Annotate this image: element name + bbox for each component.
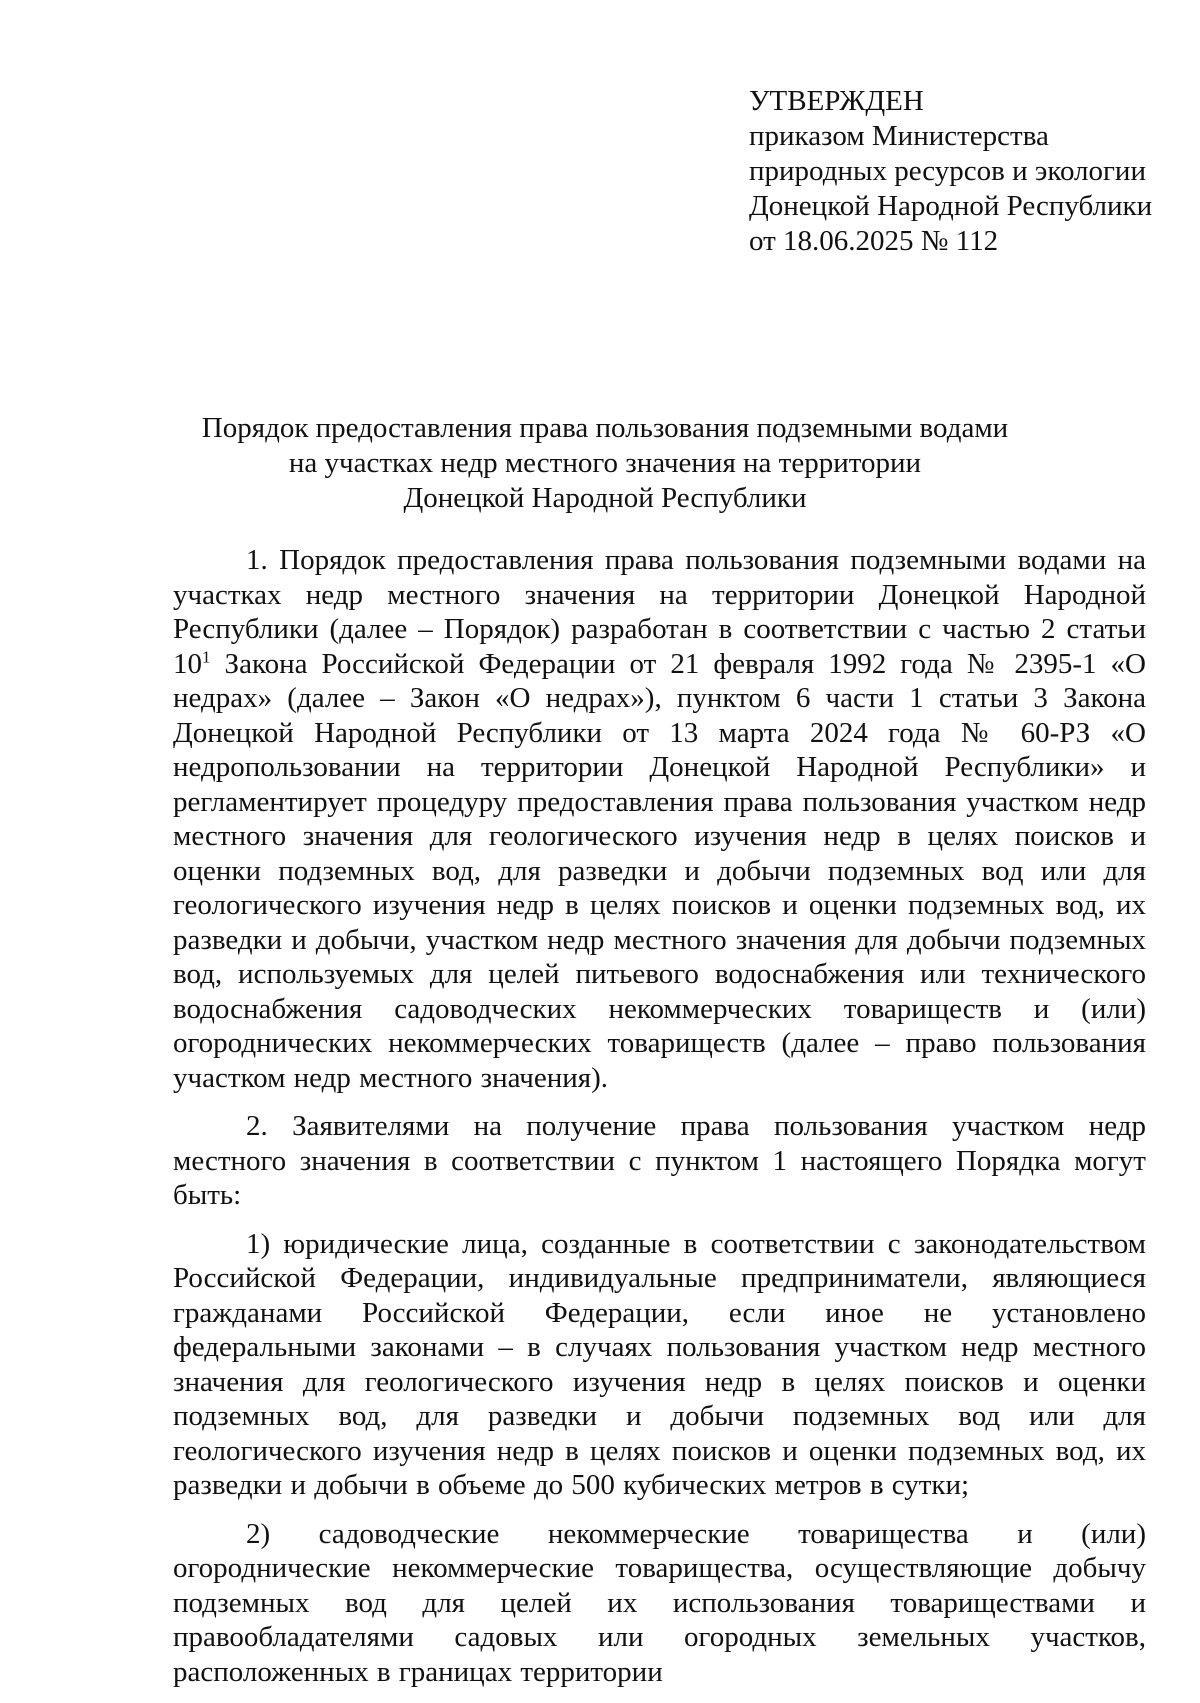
approval-line: Донецкой Народной Республики [749, 190, 1153, 222]
paragraph-list-item-1: 1) юридические лица, созданные в соответствии с законодательством Российской Федерации, индивидуальные предприниматели, являющиеся гражданами Российской Федерации, если иное не установлено федеральными законами – в случаях пользования участком недр местного значения для геологического изучения недр в целях поисков и оценки подземных вод, для разведки и добычи подземных вод или для геологического изучения недр в целях поисков и оценки подземных вод, их разведки и добычи в объеме до 500 кубических метров в сутки; [173, 1227, 1146, 1501]
document-title-line: Порядок предоставления права пользования подземными водами [201, 412, 1009, 444]
paragraph-text: 1. Порядок предоставления права пользования подземными водами на участках недр местного значения на территории Донецкой Народной Республики (далее – Порядок) разработан в соответствии с частью 2 статьи 10 [173, 544, 1146, 680]
approval-line: приказом Министерства [749, 120, 1049, 152]
approval-title: УТВЕРЖДЕН [749, 85, 924, 117]
approval-stamp [749, 84, 1152, 259]
paragraph-text: Закона Российской Федерации от 21 февраля 1992 года № 2395-1 «О недрах» (далее – Закон «О недрах»), пунктом 6 части 1 статьи 3 Закона Донецкой Народной Республики от 13 марта 2024 года № 60-РЗ «О недропользовании на территории Донецкой Народной Республики» и регламентирует процедуру предоставления права пользования участком недр местного значения для геологического изучения недр в целях поисков и оценки подземных вод, для разведки и добычи подземных вод или для геологического изучения недр в целях поисков и оценки подземных вод, их разведки и добычи, участком недр местного значения для добычи подземных вод, используемых для целей питьевого водоснабжения или технического водоснабжения садоводческих некоммерческих товариществ и (или) огороднических некоммерческих товариществ (далее – право пользования участком недр местного значения). [173, 647, 1146, 1094]
approval-date-number: от 18.06.2025 № 112 [749, 225, 999, 257]
paragraph-1 [173, 543, 1146, 1095]
paragraph-list-item-2: 2) садоводческие некоммерческие товарищества и (или) огороднические некоммерческие товарищества, осуществляющие добычу подземных вод для целей их использования товариществами и правообладателями садовых или огородных земельных участков, расположенных в границах территории [173, 1517, 1146, 1688]
superscript: 1 [202, 646, 211, 666]
document-title-line: Донецкой Народной Республики [403, 482, 807, 514]
document-body [173, 543, 1146, 1703]
approval-line: природных ресурсов и экологии [749, 155, 1146, 187]
document-title-line: на участках недр местного значения на территории [288, 447, 922, 479]
document-title [170, 411, 1040, 516]
paragraph-2: 2. Заявителями на получение права пользования участком недр местного значения в соответствии с пунктом 1 настоящего Порядка могут быть: [173, 1110, 1146, 1211]
